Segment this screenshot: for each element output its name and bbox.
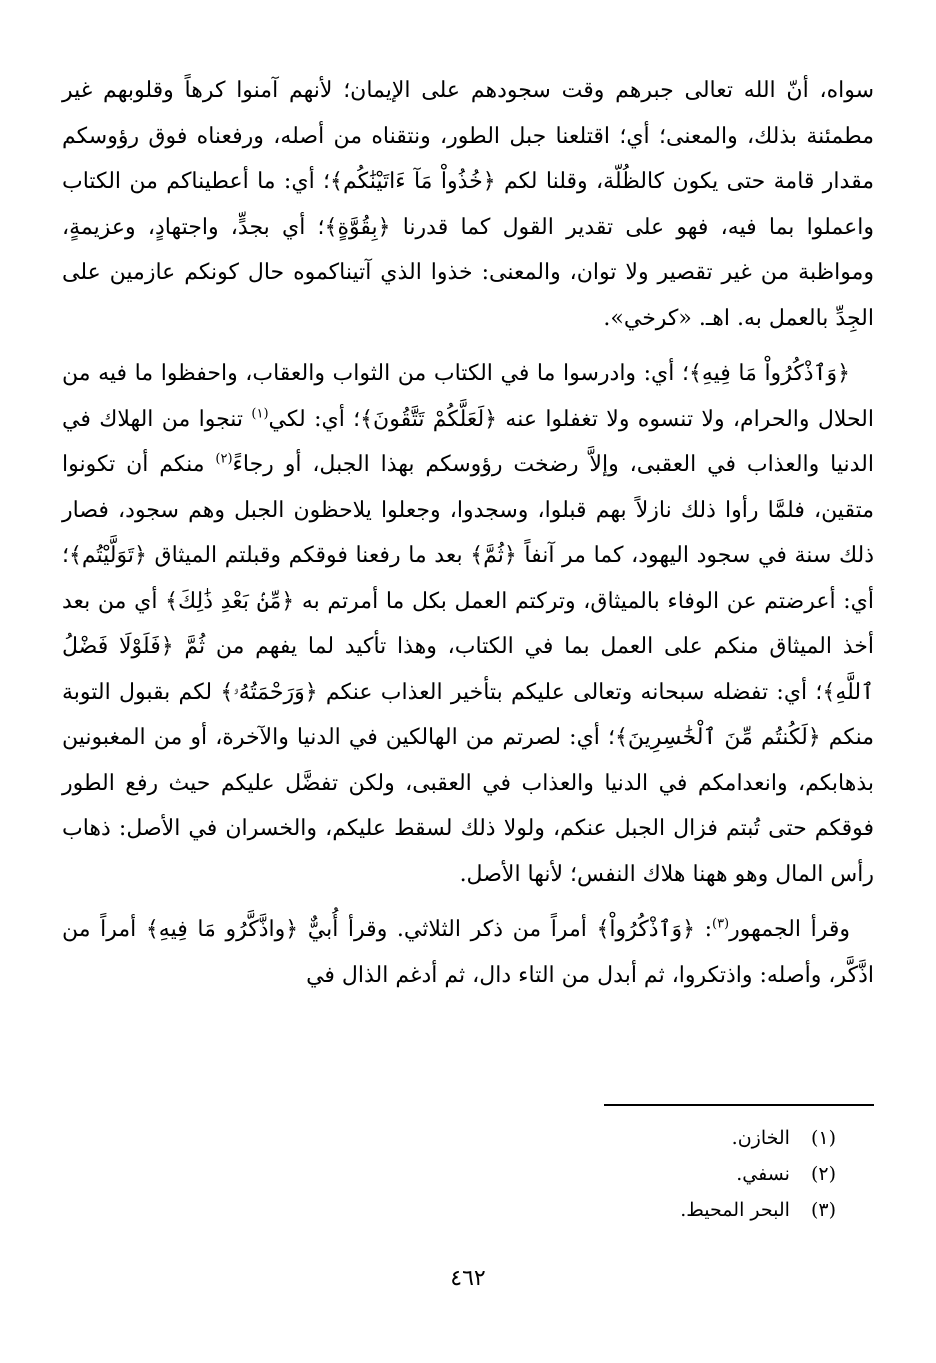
paragraph-2-text-a: ﴿وَٱذْكُرُواْ مَا فِيهِ﴾؛ أي: وادرسوا ما في الكتاب من الثواب والعقاب، واحفظوا ما فيه من الحلال والحرام، ولا تنسوه ولا تغفلوا عنه ﴿لَعَلَّكُمْ تَتَّقُونَ﴾؛ أي: لكي — [62, 361, 874, 432]
paragraph-3 — [62, 907, 874, 998]
footnote-1-number: (١) — [810, 1127, 836, 1149]
footnote-1-text: الخازن. — [731, 1127, 790, 1149]
paragraph-3-text-a: وقرأ الجمهور — [729, 917, 850, 942]
footnote-divider — [604, 1104, 874, 1106]
footnote-ref-2: (٢) — [215, 451, 233, 467]
paragraph-2-text-c: منكم أن تكونوا متقين، فلمَّا رأوا ذلك نازلاً بهم قبلوا، وسجدوا، وجعلوا يلاحظون الجبل وهم سجود، فصار ذلك سنة في سجود اليهود، كما مر آنفاً ﴿ثُمَّ﴾ بعد ما رفعنا فوقكم وقبلتم الميثاق ﴿تَوَلَّيْتُم﴾؛ أي: أعرضتم عن الوفاء بالميثاق، وتركتم العمل بكل ما أمرتم به ﴿مِّنۢ بَعْدِ ذَٰلِكَ﴾ أي من بعد أخذ الميثاق منكم على العمل بما في الكتاب، وهذا تأكيد لما يفهم من ثُمَّ ﴿فَلَوْلَا فَضْلُ ٱللَّهِ﴾؛ أي: تفضله سبحانه وتعالى عليكم بتأخير العذاب عنكم ﴿وَرَحْمَتُهُۥ﴾ لكم بقبول التوبة منكم ﴿لَكُنتُم مِّنَ ٱلْخَٰسِرِينَ﴾؛ أي: لصرتم من الهالكين في الدنيا والآخرة، أو من المغبونين بذهابكم، وانعدامكم في الدنيا والعذاب في العقبى، ولكن تفضَّل عليكم حيث رفع الطور فوقكم حتى تُبتم فزال الجبل عنكم، ولولا ذلك لسقط عليكم، والخسران في الأصل: ذهاب رأس المال وهو ههنا هلاك النفس؛ لأنها الأصل. — [62, 452, 875, 887]
footnote-2 — [336, 1156, 836, 1192]
paragraph-3-text-b: : ﴿وَٱذْكُرُواْ﴾ أمراً من ذكر الثلاثي. وقرأ أُبيٌّ ﴿واذَّكَّرُو مَا فِيهِ﴾ أمراً من اذَّكَّر، وأصله: واذتكروا، ثم أبدل من التاء دال، ثم أدغم الذال في — [62, 917, 874, 988]
footnote-3-number: (٣) — [810, 1199, 836, 1221]
footnote-1 — [336, 1120, 836, 1156]
main-text — [62, 68, 874, 998]
paragraph-1 — [62, 68, 874, 341]
paragraph-1-text: سواه، أنّ الله تعالى جبرهم وقت سجودهم على الإيمان؛ لأنهم آمنوا كرهاً وقلوبهم غير مطمئنة بذلك، والمعنى؛ أي؛ اقتلعنا جبل الطور، ونتقناه من أصله، ورفعناه فوق رؤوسكم مقدار قامة حتى يكون كالظُلّة، وقلنا لكم ﴿خُذُواْ مَآ ءَاتَيْنَٰكُم﴾؛ أي: ما أعطيناكم من الكتاب واعملوا بما فيه، فهو على تقدير القول كما قدرنا ﴿بِقُوَّةٍ﴾؛ أي بجدٍّ، واجتهادٍ، وعزيمةٍ، ومواظبة من غير تقصير ولا توان، والمعنى: خذوا الذي آتيناكموه حال كونكم عازمين على الجِدِّ بالعمل به. اهـ. «كرخي». — [62, 78, 874, 331]
footnote-3-text: البحر المحيط. — [680, 1199, 790, 1221]
footnote-ref-1: (١) — [251, 406, 269, 422]
page-number: ٤٦٢ — [450, 1266, 486, 1291]
footnote-2-text: نسفي. — [736, 1163, 790, 1185]
paragraph-2 — [62, 351, 874, 897]
footnote-ref-3: (٣) — [711, 916, 730, 932]
paragraph-2-text-b: تنجوا من الهلاك في الدنيا والعذاب في العقبى، وإلاَّ رضخت رؤوسكم بهذا الجبل، أو رجاءً — [62, 406, 874, 477]
footnotes — [336, 1120, 836, 1228]
footnote-2-number: (٢) — [810, 1163, 836, 1185]
footnote-3 — [336, 1192, 836, 1228]
